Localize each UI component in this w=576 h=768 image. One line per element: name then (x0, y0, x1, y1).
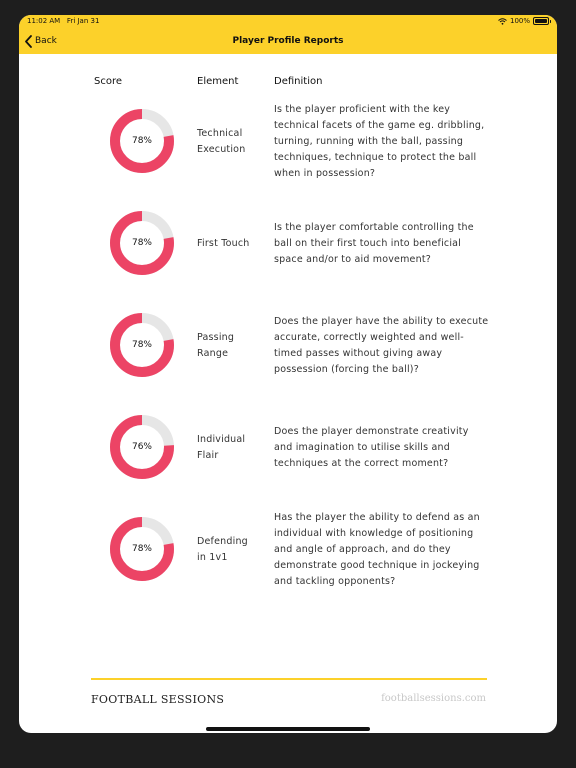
score-value: 78% (131, 238, 152, 248)
element-definition: Has the player the ability to defend as an individual with knowledge of positioning and angle of approach, and do they demonstrate good technique in jockeying and tackling opponents? (274, 512, 480, 587)
element-definition: Is the player comfortable controlling the ball on their first touch into beneficial space and/or to aid movement? (274, 222, 474, 265)
page-title: Player Profile Reports (232, 36, 344, 46)
status-bar-right (498, 17, 549, 25)
status-time: 11:02 AM (27, 17, 61, 25)
app-screen (19, 15, 557, 733)
score-donut (109, 414, 175, 480)
column-header-score: Score (94, 76, 123, 87)
element-name-line: First Touch (197, 238, 250, 249)
nav-bar (19, 15, 557, 54)
column-header-element: Element (197, 76, 239, 87)
wifi-icon (498, 18, 507, 25)
footer-url: footballsessions.com (381, 693, 486, 704)
footer-brand: FOOTBALL SESSIONS (91, 693, 225, 706)
score-value: 76% (131, 442, 152, 452)
score-value: 78% (131, 340, 152, 350)
element-definition: Does the player have the ability to execute accurate, correctly weighted and well-timed passes without giving away possession (forcing the ball)? (274, 316, 489, 375)
element-name-line: Technical (197, 128, 243, 139)
score-value: 78% (131, 544, 152, 554)
home-indicator (206, 727, 370, 731)
status-bar-time (27, 17, 99, 25)
element-name (197, 534, 267, 566)
element-definition: Is the player proficient with the key technical facets of the game eg. dribbling, turning, running with the ball, passing techniques, technique to protect the ball when in possession? (274, 104, 485, 179)
score-donut (109, 516, 175, 582)
element-name-line: Execution (197, 144, 246, 155)
score-donut (109, 210, 175, 276)
element-name-line: Range (197, 348, 229, 359)
score-donut (109, 312, 175, 378)
element-name (197, 432, 267, 464)
element-name (197, 236, 267, 252)
element-name-line: Individual (197, 434, 246, 445)
element-name (197, 126, 267, 158)
element-definition: Does the player demonstrate creativity and imagination to utilise skills and techniques at the correct moment? (274, 426, 469, 469)
battery-icon (533, 17, 549, 25)
column-header-definition: Definition (274, 76, 323, 87)
footer-divider (91, 678, 487, 680)
battery-percent: 100% (509, 17, 530, 25)
score-donut (109, 108, 175, 174)
element-name-line: Defending (197, 536, 248, 547)
status-date: Fri Jan 31 (66, 17, 100, 25)
element-name-line: Flair (197, 450, 219, 461)
element-name-line: in 1v1 (197, 552, 228, 563)
element-name-line: Passing (197, 332, 235, 343)
back-label: Back (35, 36, 57, 46)
element-name (197, 330, 267, 362)
score-value: 78% (131, 136, 152, 146)
